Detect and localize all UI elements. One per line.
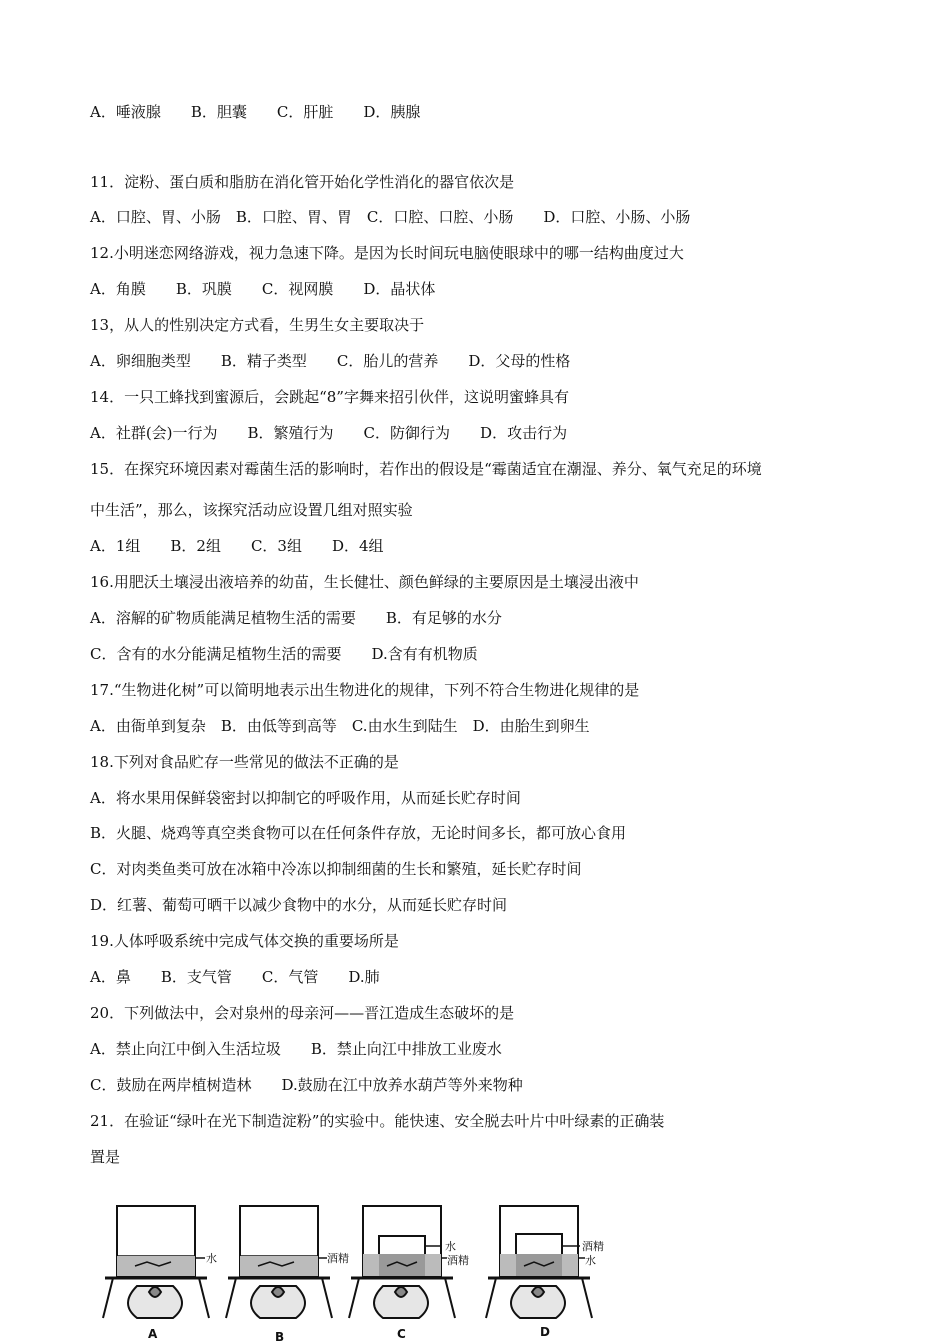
apparatus-diagram [95, 1196, 655, 1344]
label-c-alcohol: 酒精 [447, 1254, 469, 1267]
question-11: 11．淀粉、蛋白质和脂肪在消化管开始化学性消化的器官依次是 [90, 173, 515, 191]
options-11: A．口腔、胃、小肠 B．口腔、胃、胃 C．口腔、口腔、小肠 D．口腔、小肠、小肠 [90, 208, 691, 226]
apparatus-d [486, 1206, 592, 1318]
options-20-ab: A．禁止向江中倒入生活垃圾 B．禁止向江中排放工业废水 [90, 1040, 502, 1058]
options-15: A．1组 B．2组 C．3组 D．4组 [90, 537, 384, 555]
question-20: 20．下列做法中，会对泉州的母亲河——晋江造成生态破坏的是 [90, 1004, 515, 1022]
option-18-c: C．对肉类鱼类可放在冰箱中冷冻以抑制细菌的生长和繁殖，延长贮存时间 [90, 860, 582, 878]
question-13: 13，从人的性别决定方式看，生男生女主要取决于 [90, 316, 425, 334]
options-16-ab: A．溶解的矿物质能满足植物生活的需要 B．有足够的水分 [90, 609, 502, 627]
question-15-part1: 15．在探究环境因素对霉菌生活的影响时，若作出的假设是“霉菌适宜在潮湿、养分、氧气充足的环境 [90, 460, 762, 478]
option-18-d: D．红薯、葡萄可晒干以减少食物中的水分，从而延长贮存时间 [90, 896, 508, 914]
options-19: A．鼻 B．支气管 C．气管 D.肺 [90, 968, 380, 986]
option-line-10: A．唾液腺 B．胆囊 C．肝脏 D．胰腺 [90, 103, 421, 121]
label-c-water: 水 [445, 1240, 456, 1253]
question-12: 12.小明迷恋网络游戏，视力急速下降。是因为长时间玩电脑使眼球中的哪一结构曲度过大 [90, 244, 684, 262]
option-18-b: B．火腿、烧鸡等真空类食物可以在任何条件存放，无论时间多长，都可放心食用 [90, 824, 627, 842]
tag-a: A [148, 1327, 158, 1341]
options-12: A．角膜 B．巩膜 C．视网膜 D．晶状体 [90, 280, 436, 298]
label-d-water: 水 [585, 1254, 596, 1267]
tag-b: B [275, 1330, 285, 1344]
label-a-water: 水 [206, 1252, 217, 1265]
options-20-cd: C．鼓励在两岸植树造林 D.鼓励在江中放养水葫芦等外来物种 [90, 1076, 523, 1094]
question-21-part2: 置是 [90, 1148, 121, 1166]
label-d-alcohol: 酒精 [582, 1240, 604, 1253]
question-17: 17.“生物进化树”可以简明地表示出生物进化的规律，下列不符合生物进化规律的是 [90, 681, 640, 699]
options-17: A．由衙单到复杂 B．由低等到高等 C.由水生到陆生 D．由胎生到卵生 [90, 717, 590, 735]
apparatus-a [103, 1206, 209, 1318]
options-16-cd: C．含有的水分能满足植物生活的需要 D.含有有机物质 [90, 645, 478, 663]
question-15-part2: 中生活”，那么，该探究活动应设置几组对照实验 [90, 501, 413, 519]
option-18-a: A．将水果用保鲜袋密封以抑制它的呼吸作用，从而延长贮存时间 [90, 789, 521, 807]
apparatus-figure [95, 1196, 655, 1344]
options-14: A．社群(会)一行为 B．繁殖行为 C．防御行为 D．攻击行为 [90, 424, 568, 442]
question-14: 14．一只工蜂找到蜜源后，会跳起“8”字舞来招引伙伴，这说明蜜蜂具有 [90, 388, 569, 406]
tag-d: D [540, 1325, 550, 1339]
question-16: 16.用肥沃土壤浸出液培养的幼苗，生长健壮、颜色鲜绿的主要原因是土壤浸出液中 [90, 573, 639, 591]
question-21-part1: 21．在验证“绿叶在光下制造淀粉”的实验中。能快速、安全脱去叶片中叶绿素的正确装 [90, 1112, 665, 1130]
apparatus-c [349, 1206, 455, 1318]
options-13: A．卵细胞类型 B．精子类型 C．胎儿的营养 D．父母的性格 [90, 352, 571, 370]
tag-c: C [397, 1327, 406, 1341]
apparatus-b [226, 1206, 332, 1318]
question-18: 18.下列对食品贮存一些常见的做法不正确的是 [90, 753, 399, 771]
question-19: 19.人体呼吸系统中完成气体交换的重要场所是 [90, 932, 399, 950]
label-b-alcohol: 酒精 [327, 1252, 349, 1265]
